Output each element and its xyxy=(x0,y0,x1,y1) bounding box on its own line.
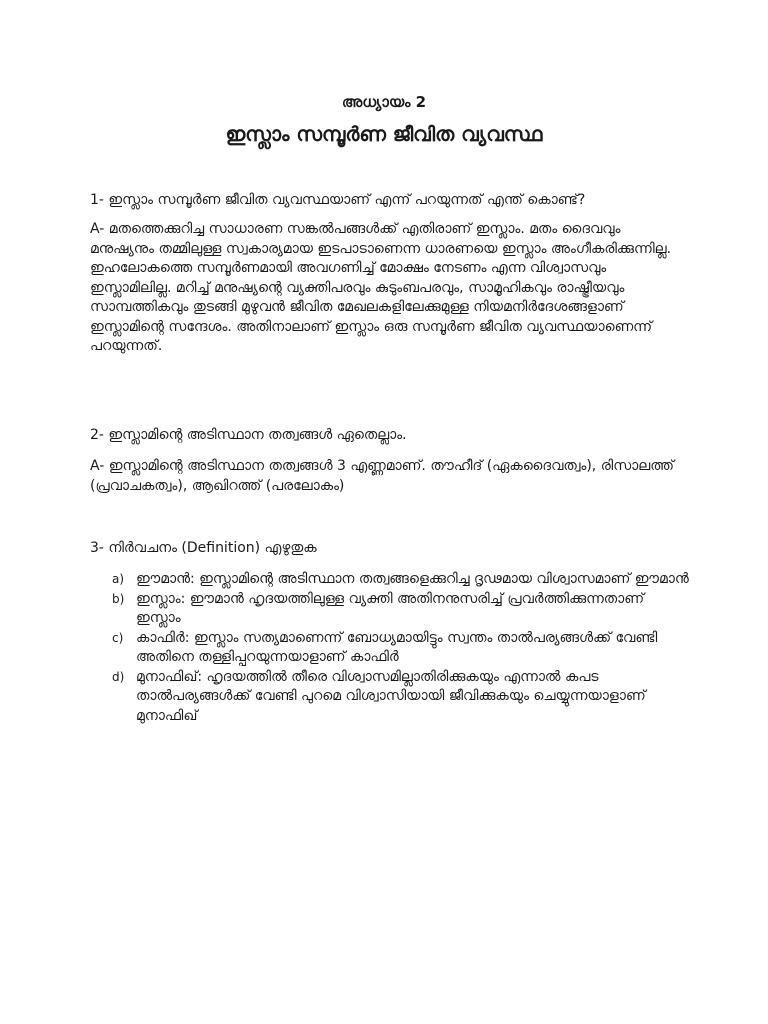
definition-item xyxy=(90,570,690,590)
list-marker: d) xyxy=(112,669,125,684)
definition-item xyxy=(90,668,690,727)
list-marker: a) xyxy=(112,572,125,586)
definition-item xyxy=(90,629,690,668)
definition-text: കാഫിർ: ഇസ്ലാം സത്യമാണെന്ന് ബോധ്യമായിട്ടും സ്വന്തം താൽപര്യങ്ങൾക്ക് വേണ്ടി അതിനെ തള്ളിപ്പറയുന്നയാളാണ് കാഫിർ xyxy=(136,629,658,665)
chapter-label: അധ്യായം 2 xyxy=(341,93,427,111)
answer-2: A- ഇസ്ലാമിന്റെ അടിസ്ഥാന തത്വങ്ങൾ 3 എണ്ണമാണ്. തൗഹീദ് (ഏകദൈവത്വം), രിസാലത്ത് (പ്രവാചകത്വം), ആഖിറത്ത് (പരലോകം) xyxy=(90,458,674,494)
question-3: 3- നിർവചനം (Definition) എഴുതുക xyxy=(90,540,317,556)
definition-item xyxy=(90,590,690,629)
list-marker: c) xyxy=(112,630,124,645)
question-1: 1- ഇസ്ലാം സമ്പൂർണ ജീവിത വ്യവസ്ഥയാണ് എന്ന് പറയുന്നത് എന്ത് കൊണ്ട്? xyxy=(90,192,586,208)
page-title: ഇസ്ലാം സമ്പൂർണ ജീവിത വ്യവസ്ഥ xyxy=(225,122,543,146)
definition-text: ഇസ്ലാം: ഈമാൻ ഹൃദയത്തിലുള്ള വ്യക്തി അതിനനുസരിച്ച് പ്രവർത്തിക്കുന്നതാണ് ഇസ്ലാം xyxy=(136,590,645,626)
question-2: 2- ഇസ്ലാമിന്റെ അടിസ്ഥാന തത്വങ്ങൾ ഏതെല്ലാം. xyxy=(90,427,407,443)
answer-1: A- മതത്തെക്കുറിച്ച സാധാരണ സങ്കൽപങ്ങൾക്ക് എതിരാണ് ഇസ്ലാം. മതം ദൈവവും മനുഷ്യനും തമ്മിലുള്ള സ്വകാര്യമായ ഇടപാടാണെന്ന ധാരണയെ ഇസ്ലാം അംഗീകരിക്കുന്നില്ല. ഇഹലോകത്തെ സമ്പൂർണമായി അവഗണിച്ച് മോക്ഷം നേടണം എന്ന വിശ്വാസവും ഇസ്ലാമിലില്ല. മറിച്ച് മനുഷ്യന്റെ വ്യക്തിപരവും കുടുംബപരവും, സാമൂഹികവും രാഷ്ട്രീയവും സാമ്പത്തികവും തുടങ്ങി മുഴുവൻ ജീവിത മേഖലകളിലേക്കുമുള്ള നിയമനിർദേശങ്ങളാണ് ഇസ്ലാമിന്റെ സന്ദേശം. അതിനാലാണ് ഇസ്ലാം ഒരു സമ്പൂർണ ജീവിത വ്യവസ്ഥയാണെന്ന് പറയുന്നത്. xyxy=(90,221,672,354)
definition-list xyxy=(90,570,690,726)
definition-text: മുനാഫിഖ്: ഹൃദയത്തിൽ തീരെ വിശ്വാസമില്ലാതിരിക്കുകയും എന്നാൽ കപട താൽപര്യങ്ങൾക്ക് വേണ്ടി പുറമെ വിശ്വാസിയായി ജീവിക്കുകയും ചെയ്യുന്നയാളാണ് മുനാഫിഖ് xyxy=(136,668,646,724)
list-marker: b) xyxy=(112,591,125,606)
definition-text: ഈമാൻ: ഇസ്ലാമിന്റെ അടിസ്ഥാന തത്വങ്ങളെക്കുറിച്ച ദൃഢമായ വിശ്വാസമാണ് ഈമാൻ xyxy=(136,571,689,587)
